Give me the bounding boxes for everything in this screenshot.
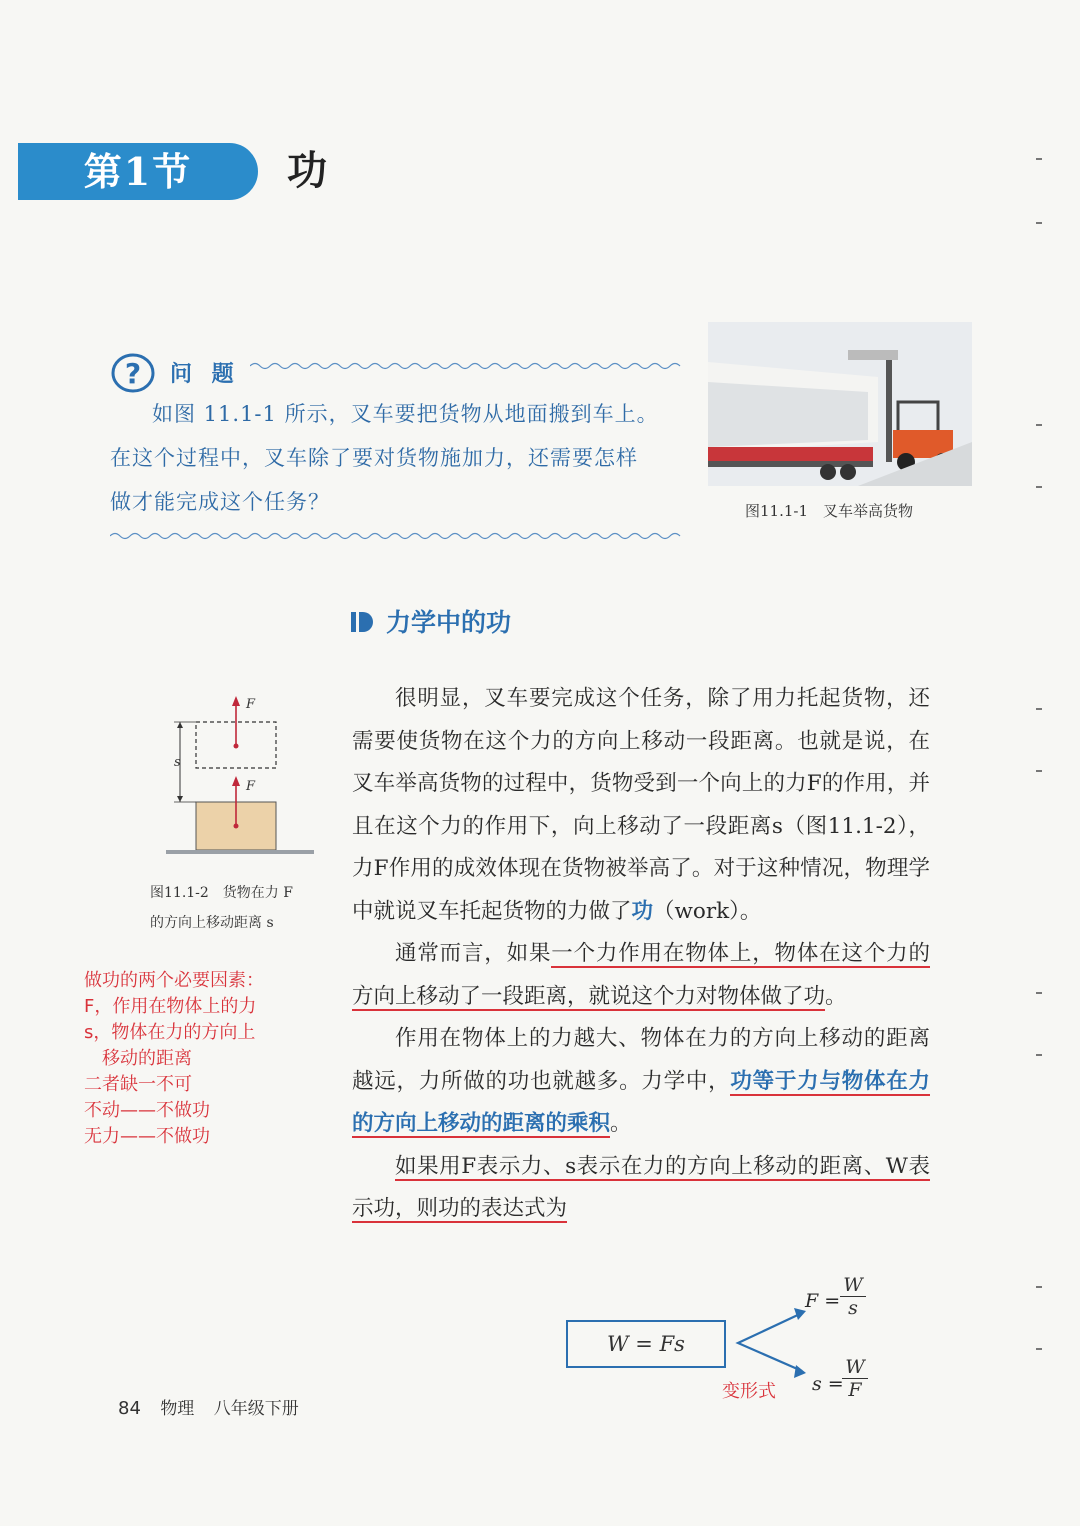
force-label-bottom: F	[246, 779, 256, 794]
edge-mark	[1036, 1286, 1042, 1288]
wavy-divider-bottom	[110, 530, 685, 542]
question-line-2: 在这个过程中，叉车除了要对货物施加力，还需要怎样	[110, 446, 638, 470]
edge-mark	[1036, 486, 1042, 488]
figure-2-caption	[150, 878, 340, 938]
p1-text: 很明显，叉车要完成这个任务，除了用力托起货物，还需要使货物在这个力的方向上移动一段距离。也就是说，在叉车举高货物的过程中，货物受到一个向上的力F的作用，并且在这个力的作用下，向上移动了一段距离s（图11.1-2），力F作用的成效体现在货物被举高了。对于这种情况，物理学中就说叉车托起货物的力做了	[352, 686, 930, 924]
section-heading-icon	[350, 610, 374, 634]
force-distance-diagram	[160, 690, 320, 860]
formula-2-fraction	[842, 1356, 868, 1401]
section-number-banner: 第1节	[18, 143, 258, 200]
page-number: 84	[118, 1398, 141, 1419]
question-text	[110, 392, 690, 524]
edge-mark	[1036, 158, 1042, 160]
formula-intro: 如果用F表示力、s表示在力的方向上移动的距离、W表示功，则功的表达式为	[352, 1153, 930, 1221]
distance-label: s	[174, 755, 181, 770]
figure-1-caption: 图11.1-1 叉车举高货物	[745, 502, 914, 520]
edge-mark	[1036, 992, 1042, 994]
edge-mark	[1036, 708, 1042, 710]
formula-2-denominator: F	[848, 1379, 862, 1401]
variant-arrows	[730, 1305, 810, 1381]
page-footer	[118, 1394, 313, 1419]
figure-2-caption-line-2: 的方向上移动距离 s	[150, 915, 274, 931]
p3-tail: 。	[610, 1111, 632, 1136]
formula-1-lhs: F =	[805, 1290, 841, 1312]
formula-2-lhs: s =	[812, 1373, 844, 1395]
note-line-2: F，作用在物体上的力	[84, 996, 257, 1017]
note-line-5: 二者缺一不可	[84, 1074, 192, 1095]
p3-head: 作用在物体上的力越大、物体在力的方向上移动的距离越远，力所做的功也就越多。力学中，	[352, 1026, 930, 1094]
footer-grade: 八年级下册	[213, 1399, 299, 1419]
note-line-3: s，物体在力的方向上	[84, 1022, 256, 1043]
work-definition: 一个力作用在物体上，物体在这个力的方向上移动了一段距离，就说这个力对物体做了功	[352, 941, 930, 1009]
question-line-3: 做才能完成这个任务？	[110, 490, 330, 514]
wavy-divider	[250, 360, 685, 372]
p2-head: 通常而言，如果	[395, 941, 552, 966]
note-line-1: 做功的两个必要因素：	[84, 970, 264, 991]
svg-text:?: ?	[124, 357, 142, 390]
body-text	[352, 678, 930, 1231]
work-formula-box: W = Fs	[566, 1320, 726, 1368]
paragraph-4	[352, 1146, 930, 1231]
paragraph-3	[352, 1018, 930, 1146]
formula-2-numerator: W	[842, 1356, 868, 1379]
formula-1-denominator: s	[848, 1297, 858, 1319]
p2-tail: 。	[825, 983, 847, 1009]
handwritten-notes	[84, 968, 324, 1150]
force-label-top: F	[246, 697, 256, 712]
formula-1-numerator: W	[840, 1274, 866, 1297]
note-line-4: 移动的距离	[84, 1048, 192, 1069]
question-mark-icon	[110, 352, 156, 394]
work-product-statement: 功等于力与物体在力的方向上移动的距离的乘积	[352, 1068, 930, 1136]
paragraph-2	[352, 933, 930, 1018]
edge-mark	[1036, 1054, 1042, 1056]
edge-mark	[1036, 1348, 1042, 1350]
footer-subject: 物理	[160, 1399, 195, 1419]
note-line-7: 无力——不做功	[84, 1126, 210, 1147]
paragraph-1	[352, 678, 930, 933]
edge-mark	[1036, 222, 1042, 224]
variant-label: 变形式	[722, 1381, 776, 1402]
note-line-6: 不动——不做功	[84, 1100, 210, 1121]
edge-mark	[1036, 770, 1042, 772]
formula-1-fraction	[840, 1274, 866, 1319]
forklift-photo	[708, 322, 972, 486]
p1-tail: （work）。	[653, 898, 762, 924]
edge-mark	[1036, 424, 1042, 426]
term-work: 功	[631, 898, 654, 924]
section-title: 功	[287, 147, 327, 194]
question-line-1: 如图 11.1-1 所示，叉车要把货物从地面搬到车上。	[152, 402, 659, 426]
section-heading: 力学中的功	[386, 608, 512, 637]
figure-2-caption-line-1: 图11.1-2 货物在力 F	[150, 885, 293, 901]
question-label: 问 题	[170, 362, 240, 387]
